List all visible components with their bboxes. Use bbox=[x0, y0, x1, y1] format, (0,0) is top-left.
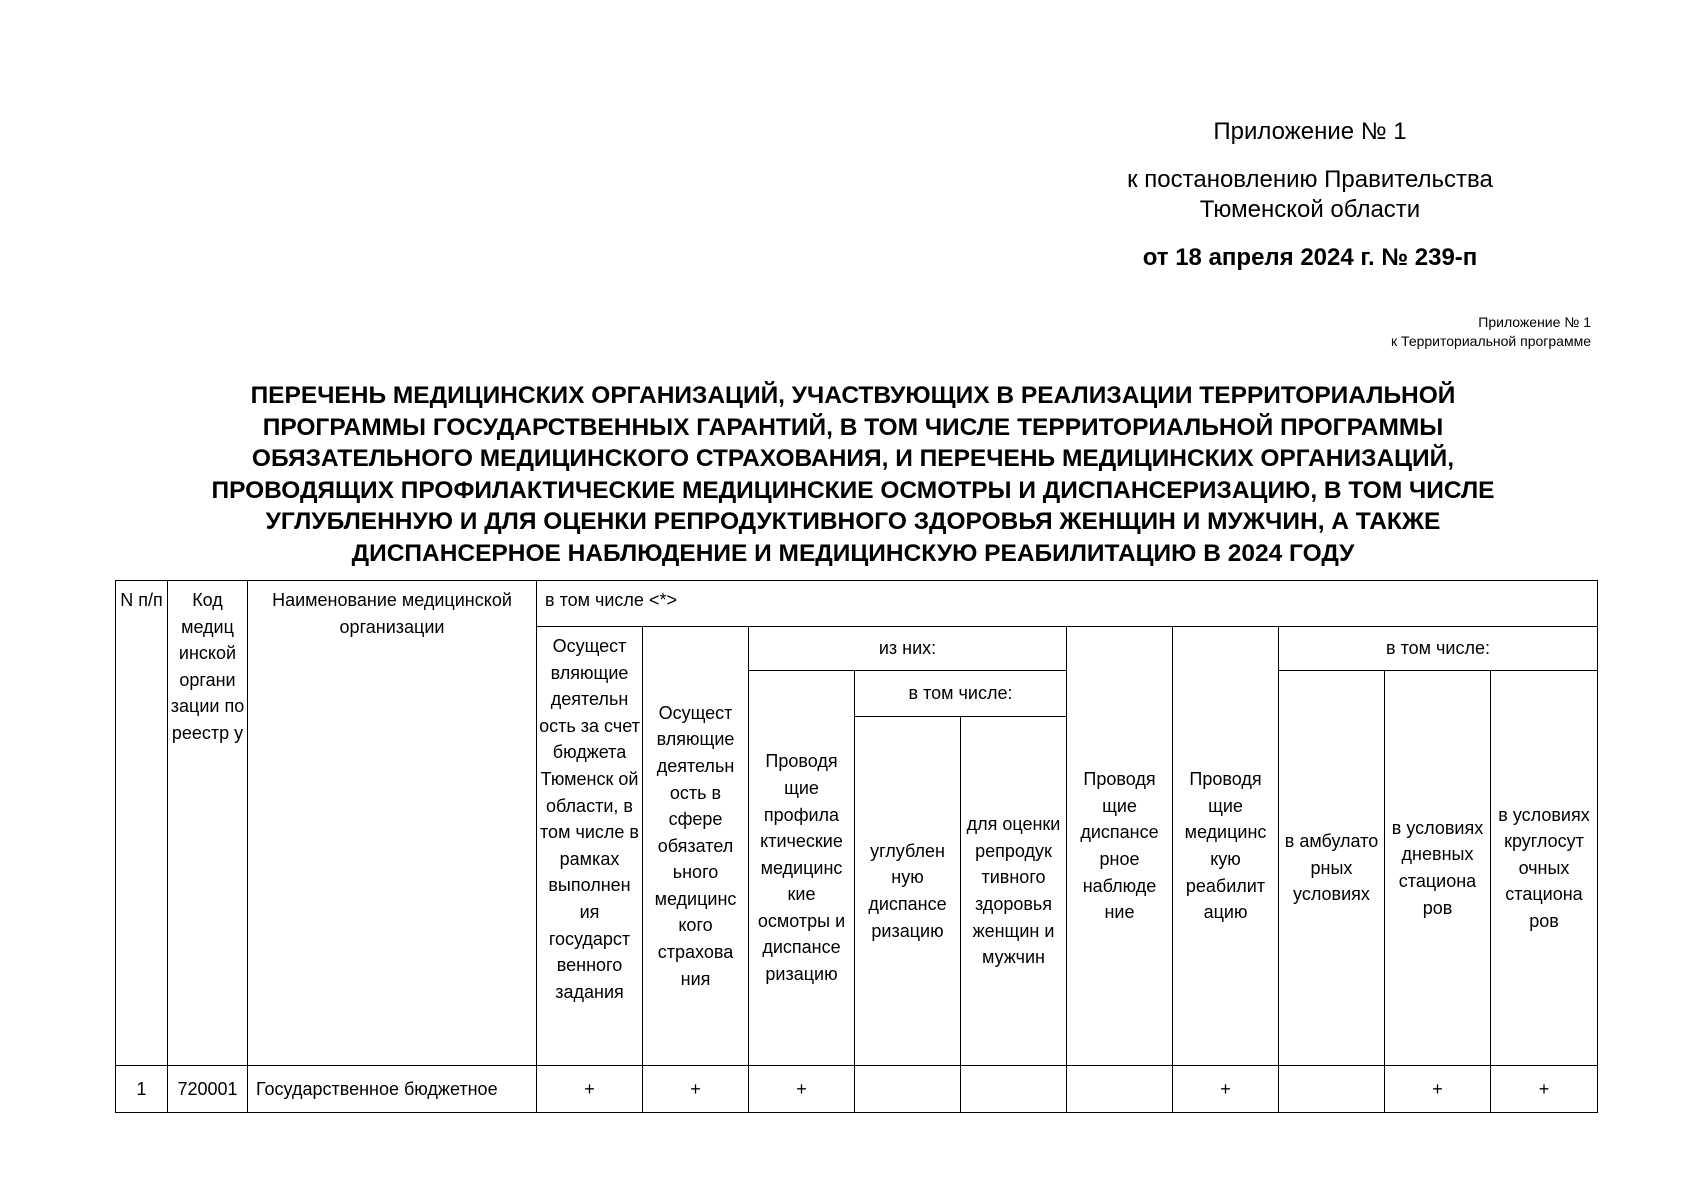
title-line: ОБЯЗАТЕЛЬНОГО МЕДИЦИНСКОГО СТРАХОВАНИЯ, И ПЕРЕЧЕНЬ МЕДИЦИНСКИХ ОРГАНИЗАЦИЙ, bbox=[251, 445, 1455, 472]
appendix-resolution bbox=[1060, 165, 1560, 225]
cell-dispensary-observation bbox=[1067, 1066, 1173, 1113]
title-line: УГЛУБЛЕННУЮ И ДЛЯ ОЦЕНКИ РЕПРОДУКТИВНОГО ЗДОРОВЬЯ ЖЕНЩИН И МУЖЧИН, А ТАКЖЕ bbox=[265, 508, 1441, 535]
cell-in-depth bbox=[855, 1066, 961, 1113]
title-line: ПЕРЕЧЕНЬ МЕДИЦИНСКИХ ОРГАНИЗАЦИЙ, УЧАСТВУЮЩИХ В РЕАЛИЗАЦИИ ТЕРРИТОРИАЛЬНОЙ bbox=[250, 382, 1456, 409]
appendix-number: Приложение № 1 bbox=[1213, 118, 1407, 145]
cell-budget: + bbox=[537, 1066, 643, 1113]
organizations-table bbox=[115, 580, 1598, 1113]
cell-rehabilitation: + bbox=[1173, 1066, 1279, 1113]
header-oms: Осущест вляющие деятельн ость в сфере обязател ьного медицинс кого страхова ния bbox=[643, 627, 749, 1066]
header-including-exams: в том числе: bbox=[855, 671, 1067, 717]
header-dispensary-observation: Проводя щие диспансе рное наблюде ние bbox=[1067, 627, 1173, 1066]
program-ref-line1: Приложение № 1 bbox=[1478, 314, 1591, 330]
cell-code: 720001 bbox=[168, 1066, 248, 1113]
header-num: N п/п bbox=[116, 581, 168, 1066]
header-ambulatory: в амбулато рных условиях bbox=[1279, 671, 1385, 1066]
header-in-depth: углублен ную диспансе ризацию bbox=[855, 717, 961, 1066]
table-row bbox=[116, 1066, 1598, 1113]
cell-day-hospital: + bbox=[1385, 1066, 1491, 1113]
title-line: ДИСПАНСЕРНОЕ НАБЛЮДЕНИЕ И МЕДИЦИНСКУЮ РЕАБИЛИТАЦИЮ В 2024 ГОДУ bbox=[351, 539, 1355, 567]
header-day-hospital: в условиях дневных стациона ров bbox=[1385, 671, 1491, 1066]
header-including: в том числе <*> bbox=[537, 581, 1598, 627]
header-budget: Осущест вляющие деятельн ость за счет бюджета Тюменск ой области, в том числе в рамках выполнен ия государст венного задания bbox=[537, 627, 643, 1066]
appendix-resolution-line1: к постановлению Правительства bbox=[1127, 166, 1493, 193]
appendix-date: от 18 апреля 2024 г. № 239-п bbox=[1142, 244, 1478, 271]
cell-org-name: Государственное бюджетное bbox=[248, 1066, 537, 1113]
program-ref-line2: к Территориальной программе bbox=[1391, 333, 1591, 349]
header-org-name: Наименование медицинской организации bbox=[248, 581, 537, 1066]
header-code: Код медиц инской органи зации по реестр у bbox=[168, 581, 248, 1066]
cell-round-the-clock: + bbox=[1491, 1066, 1598, 1113]
header-rehabilitation: Проводя щие медицинс кую реабилит ацию bbox=[1173, 627, 1279, 1066]
header-round-the-clock: в условиях круглосут очных стациона ров bbox=[1491, 671, 1598, 1066]
header-reproductive: для оценки репродук тивного здоровья женщин и мужчин bbox=[961, 717, 1067, 1066]
cell-oms: + bbox=[643, 1066, 749, 1113]
cell-ambulatory bbox=[1279, 1066, 1385, 1113]
cell-prophylactic: + bbox=[749, 1066, 855, 1113]
header-of-them: из них: bbox=[749, 627, 1067, 671]
cell-num: 1 bbox=[116, 1066, 168, 1113]
title-line: ПРОГРАММЫ ГОСУДАРСТВЕННЫХ ГАРАНТИЙ, В ТОМ ЧИСЛЕ ТЕРРИТОРИАЛЬНОЙ ПРОГРАММЫ bbox=[262, 413, 1444, 441]
document-title bbox=[120, 380, 1586, 569]
header-including-conditions: в том числе: bbox=[1279, 627, 1598, 671]
appendix-resolution-line2: Тюменской области bbox=[1199, 196, 1421, 223]
cell-reproductive bbox=[961, 1066, 1067, 1113]
title-line: ПРОВОДЯЩИХ ПРОФИЛАКТИЧЕСКИЕ МЕДИЦИНСКИЕ ОСМОТРЫ И ДИСПАНСЕРИЗАЦИЮ, В ТОМ ЧИСЛЕ bbox=[211, 476, 1495, 504]
header-prophylactic: Проводя щие профила ктические медицинс кие осмотры и диспансе ризацию bbox=[749, 671, 855, 1066]
